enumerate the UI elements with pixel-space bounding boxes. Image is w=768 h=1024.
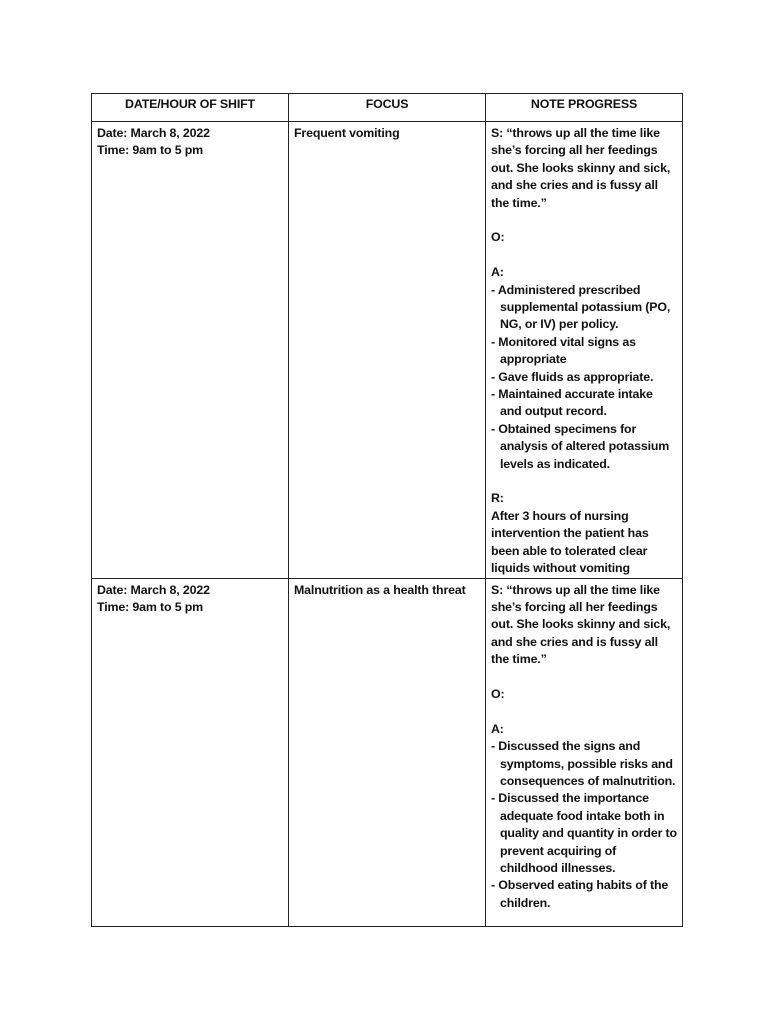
focus-cell — [289, 122, 486, 579]
focus-text: Malnutrition as a health threat — [294, 582, 466, 597]
action-list — [491, 282, 677, 473]
list-item: - Discussed the importance adequate food intake both in quality and quantity in order to prevent acquiring of childhood illnesses. — [491, 790, 677, 877]
list-item: - Monitored vital signs as appropriate — [491, 334, 677, 369]
list-item: - Obtained specimens for analysis of altered potassium levels as indicated. — [491, 421, 677, 473]
objective-label: O: — [491, 230, 505, 245]
objective-label: O: — [491, 686, 505, 701]
shift-time: Time: 9am to 5 pm — [97, 599, 204, 614]
shift-date: Date: March 8, 2022 — [97, 582, 210, 597]
table-row — [92, 578, 683, 926]
shift-time: Time: 9am to 5 pm — [97, 143, 204, 158]
note-cell — [486, 578, 683, 926]
date-cell — [92, 578, 289, 926]
action-label: A: — [491, 265, 504, 280]
header-note-progress: NOTE PROGRESS — [486, 94, 683, 122]
header-date-hour: DATE/HOUR OF SHIFT — [92, 94, 289, 122]
list-item: - Observed eating habits of the children. — [491, 877, 677, 912]
subjective-note: S: “throws up all the time like she’s forcing all her feedings out. She looks skinny and sick, and she cries and is fussy all the time.” — [491, 126, 671, 210]
response-label: R: — [491, 491, 504, 506]
list-item: - Maintained accurate intake and output record. — [491, 386, 677, 421]
nursing-notes-table — [91, 93, 683, 927]
date-cell — [92, 122, 289, 579]
action-label: A: — [491, 721, 504, 736]
table-row — [92, 122, 683, 579]
focus-cell — [289, 578, 486, 926]
subjective-note: S: “throws up all the time like she’s forcing all her feedings out. She looks skinny and sick, and she cries and is fussy all the time.” — [491, 582, 671, 667]
list-item: - Administered prescribed supplemental potassium (PO, NG, or IV) per policy. — [491, 282, 677, 334]
note-cell — [486, 122, 683, 579]
list-item: - Discussed the signs and symptoms, possible risks and consequences of malnutrition. — [491, 738, 677, 790]
shift-date: Date: March 8, 2022 — [97, 126, 210, 140]
response-note: After 3 hours of nursing intervention the patient has been able to tolerated clear liquids without vomiting — [491, 508, 649, 576]
header-row — [92, 94, 683, 122]
header-focus: FOCUS — [289, 94, 486, 122]
list-item: - Gave fluids as appropriate. — [491, 369, 677, 386]
action-list — [491, 738, 677, 912]
focus-text: Frequent vomiting — [294, 126, 400, 140]
